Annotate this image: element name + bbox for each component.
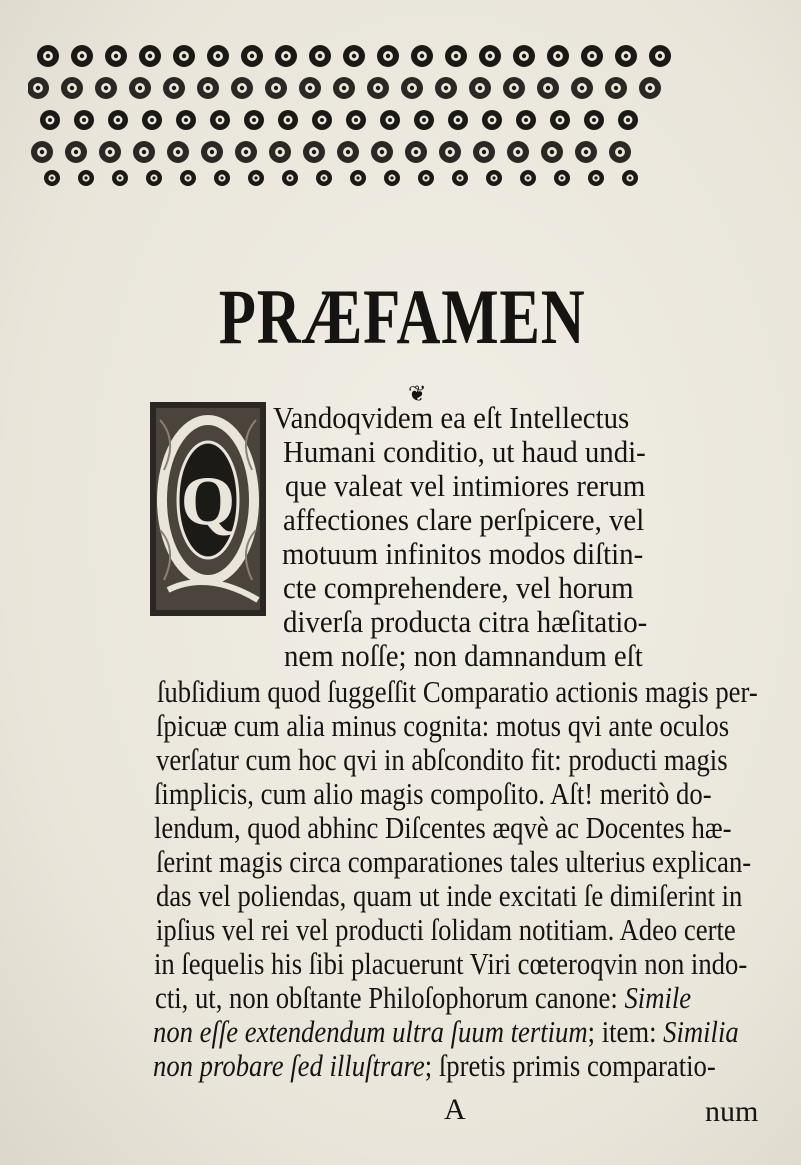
text-line: affectiones clare perſpicere, vel (283, 502, 645, 537)
signature-mark: A (444, 1093, 466, 1126)
fleuron-ornament: ❦ (408, 381, 427, 406)
ornament-flower-icon (201, 141, 223, 163)
ornament-flower-icon (609, 141, 631, 163)
ornament-flower-icon (445, 45, 467, 67)
ornament-flower-icon (343, 45, 365, 67)
ornament-flower-icon (605, 77, 627, 99)
ornament-flower-icon (167, 141, 189, 163)
ornament-flower-icon (618, 110, 638, 130)
ornament-flower-icon (316, 170, 332, 186)
ornament-flower-icon (507, 141, 529, 163)
ornament-flower-icon (139, 45, 161, 67)
ornament-flower-icon (479, 45, 501, 67)
ornament-flower-icon (214, 170, 230, 186)
ornament-flower-icon (649, 45, 671, 67)
text-line: cti, ut, non obſtante Philoſophorum canone: Simile (155, 980, 692, 1015)
ornament-flower-icon (299, 77, 321, 99)
ornament-flower-icon (384, 170, 400, 186)
ornament-flower-icon (367, 77, 389, 99)
ornament-flower-icon (615, 45, 637, 67)
ornament-flower-icon (439, 141, 461, 163)
ornament-flower-icon (337, 141, 359, 163)
ornament-flower-icon (541, 141, 563, 163)
text-line: in ſequelis his ſibi placuerunt Viri cœteroqvin non indo- (154, 946, 748, 981)
ornament-flower-icon (550, 110, 570, 130)
ornament-flower-icon (129, 77, 151, 99)
ornament-flower-icon (482, 110, 502, 130)
ornament-flower-icon (333, 77, 355, 99)
text-line: verſatur cum hoc qvi in abſcondito fit: producti magis (156, 742, 728, 777)
ornament-flower-icon (235, 141, 257, 163)
svg-text:Q: Q (180, 463, 236, 540)
ornament-flower-icon (581, 45, 603, 67)
ornament-flower-icon (309, 45, 331, 67)
ornament-flower-icon (180, 170, 196, 186)
ornament-flower-icon (176, 110, 196, 130)
italic-phrase: Simile (624, 980, 692, 1015)
ornament-flower-icon (452, 170, 468, 186)
ornament-flower-icon (473, 141, 495, 163)
decorated-initial-q (148, 400, 268, 618)
text-line: non eſſe extendendum ultra ſuum tertium; item: Similia (153, 1014, 739, 1049)
text-line: ſubſidium quod ſuggeſſit Comparatio actionis magis per- (157, 674, 758, 709)
text-line: lendum, quod abhinc Diſcentes æqvè ac Docentes hæ- (154, 810, 732, 845)
ornament-flower-icon (31, 141, 53, 163)
ornament-flower-icon (112, 170, 128, 186)
ornament-flower-icon (28, 77, 49, 99)
ornament-flower-icon (275, 45, 297, 67)
text-line: Humani conditio, ut haud undi- (283, 434, 646, 469)
text-line: que valeat vel intimiores rerum (285, 468, 646, 503)
ornament-flower-icon (133, 141, 155, 163)
ornament-flower-icon (312, 110, 332, 130)
ornament-flower-icon (346, 110, 366, 130)
text-line: nem noſſe; non damnandum eſt (284, 638, 643, 673)
ornament-flower-icon (571, 77, 593, 99)
ornament-flower-icon (377, 45, 399, 67)
ornament-flower-icon (61, 77, 83, 99)
ornament-flower-icon (350, 170, 366, 186)
ornament-flower-icon (197, 77, 219, 99)
text-line: non probare ſed illuſtrare; ſpretis primis comparatio- (153, 1048, 716, 1083)
ornament-flower-icon (380, 110, 400, 130)
ornament-flower-icon (486, 170, 502, 186)
ornament-flower-icon (401, 77, 423, 99)
ornament-flower-icon (241, 45, 263, 67)
ornament-flower-icon (414, 110, 434, 130)
ornament-flower-icon (513, 45, 535, 67)
ornament-flower-icon (248, 170, 264, 186)
ornament-flower-icon (44, 170, 60, 186)
ornament-flower-icon (575, 141, 597, 163)
ornament-flower-icon (282, 170, 298, 186)
ornament-flower-icon (108, 110, 128, 130)
ornament-flower-icon (40, 110, 60, 130)
ornament-flower-icon (622, 170, 638, 186)
ornament-flower-icon (435, 77, 457, 99)
text-line: ſerint magis circa comparationes tales ulterius explican- (156, 844, 752, 879)
ornament-flower-icon (516, 110, 536, 130)
ornament-flower-icon (74, 110, 94, 130)
text-line: ſimplicis, cum alio magis compoſito. Aſt! meritò do- (154, 776, 712, 811)
ornament-flower-icon (588, 170, 604, 186)
ornament-flower-icon (269, 141, 291, 163)
catchword: num (705, 1095, 759, 1128)
ornament-flower-icon (503, 77, 525, 99)
ornament-flower-icon (163, 77, 185, 99)
text-line: ipſius vel rei vel producti ſolidam notitiam. Adeo certe (156, 912, 736, 947)
ornament-flower-icon (418, 170, 434, 186)
ornament-flower-icon (584, 110, 604, 130)
ornament-flower-icon (554, 170, 570, 186)
ornament-flower-icon (639, 77, 661, 99)
ornament-flower-icon (244, 110, 264, 130)
ornament-flower-icon (278, 110, 298, 130)
italic-phrase: non eſſe extendendum ultra ſuum tertium (153, 1014, 588, 1049)
ornament-flower-icon (411, 45, 433, 67)
ornament-flower-icon (142, 110, 162, 130)
ornament-flower-icon (65, 141, 87, 163)
ornament-flower-icon (71, 45, 93, 67)
ornament-flower-icon (231, 77, 253, 99)
ornament-flower-icon (95, 77, 117, 99)
text-line: diverſa producta citra hæſitatio- (283, 604, 648, 639)
text-line: Vandoqvidem ea eſt Intellectus (273, 400, 630, 435)
italic-phrase: Similia (663, 1014, 739, 1049)
ornament-flower-icon (265, 77, 287, 99)
ornament-flower-icon (105, 45, 127, 67)
ornament-flower-icon (303, 141, 325, 163)
text-line: motuum infinitos modos diſtin- (282, 536, 644, 571)
text-line: cte comprehendere, vel horum (283, 570, 634, 605)
page-title: PRÆFAMEN (218, 273, 586, 360)
ornament-flower-icon (207, 45, 229, 67)
ornament-flower-icon (210, 110, 230, 130)
ornament-flower-icon (520, 170, 536, 186)
ornament-flower-icon (99, 141, 121, 163)
text-line: ſpicuæ cum alia minus cognita: motus qvi ante oculos (156, 708, 730, 743)
italic-phrase: non probare ſed illuſtrare (153, 1048, 425, 1083)
ornament-flower-icon (448, 110, 468, 130)
ornament-flower-icon (146, 170, 162, 186)
ornament-flower-icon (37, 45, 59, 67)
text-line: das vel poliendas, quam ut inde excitati ſe dimiſerint in (156, 878, 743, 913)
ornament-flower-icon (371, 141, 393, 163)
ornament-flower-icon (469, 77, 491, 99)
ornamental-header-band (28, 40, 718, 190)
ornament-flower-icon (405, 141, 427, 163)
ornament-flower-icon (173, 45, 195, 67)
ornament-flower-icon (537, 77, 559, 99)
ornament-flower-icon (547, 45, 569, 67)
ornament-flower-icon (78, 170, 94, 186)
